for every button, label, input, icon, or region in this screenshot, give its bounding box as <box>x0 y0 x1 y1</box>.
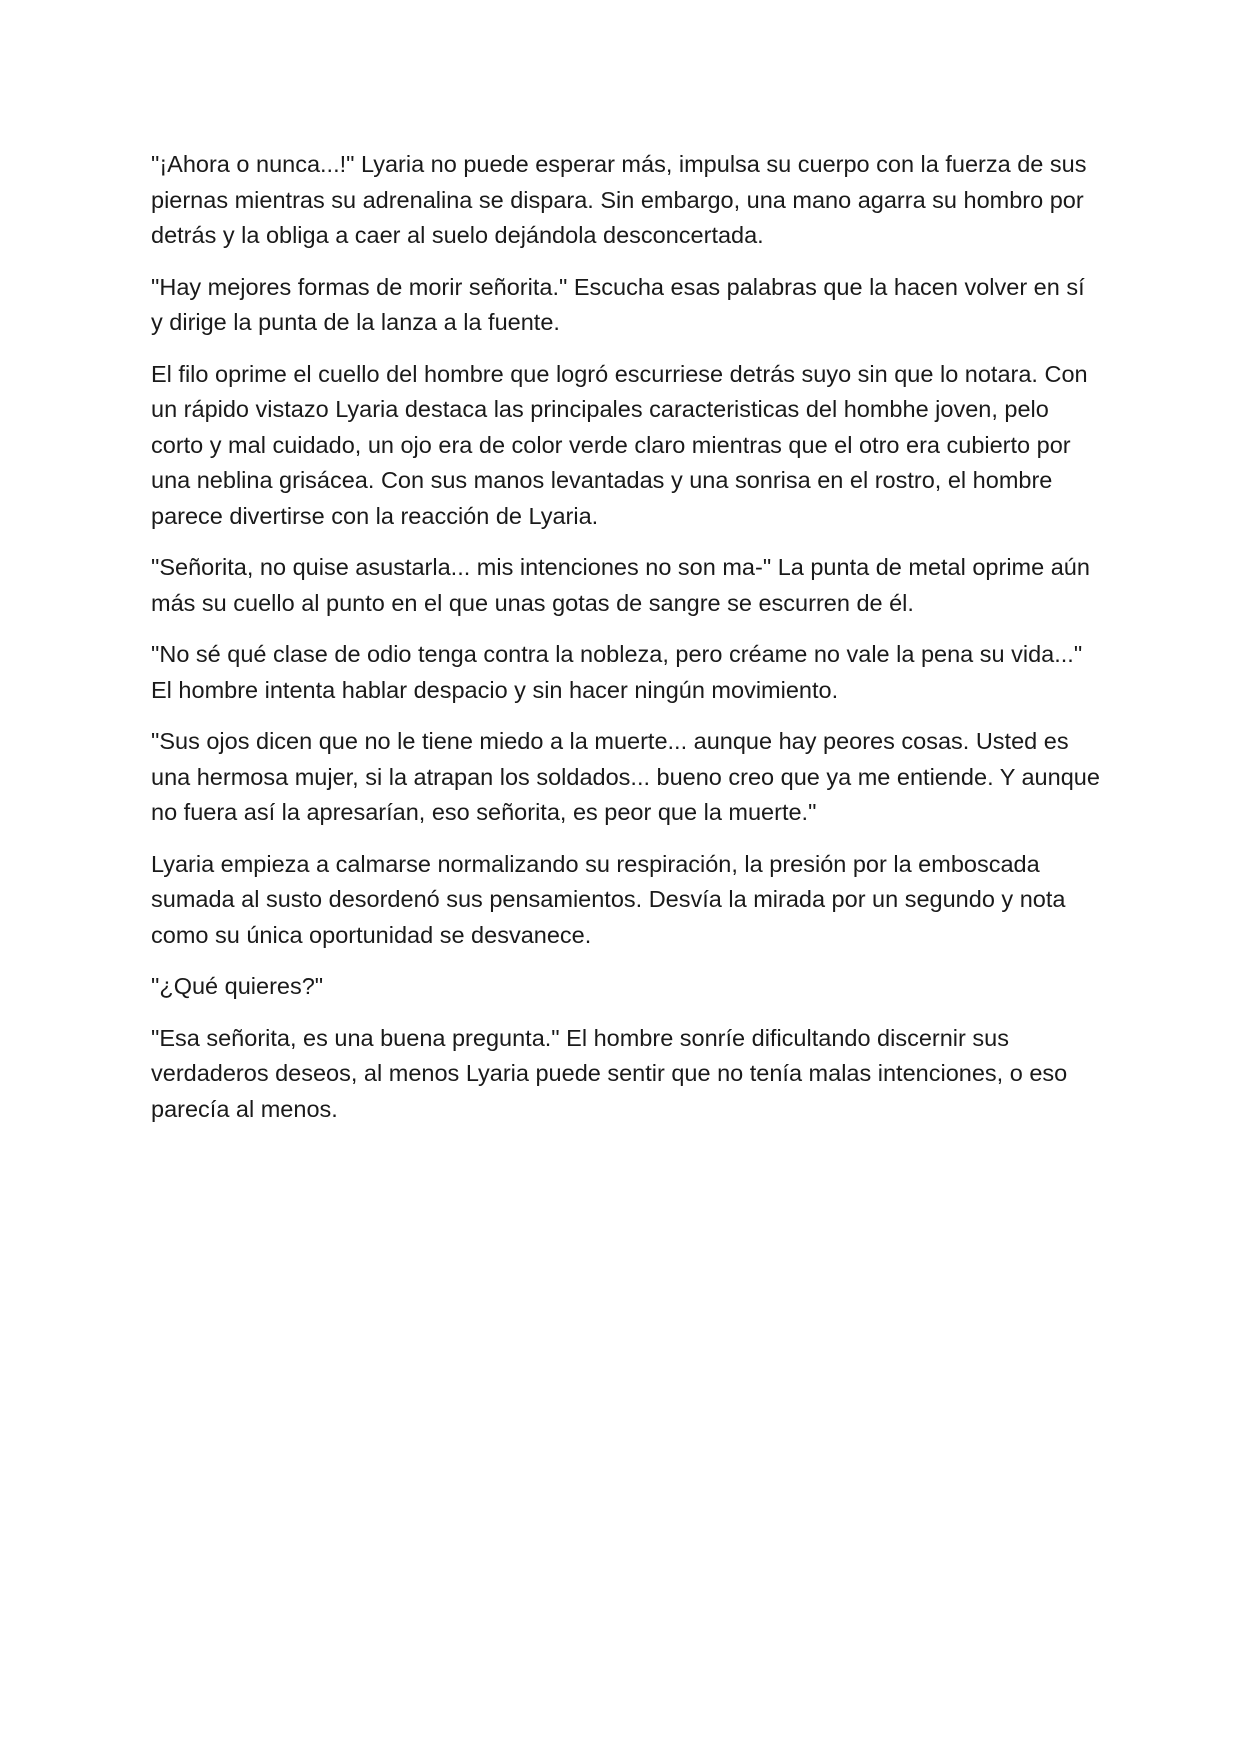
paragraph: "Señorita, no quise asustarla... mis intenciones no son ma-" La punta de metal oprime aún más su cuello al punto en el que unas gotas de sangre se escurren de él. <box>151 554 1090 616</box>
paragraph: Lyaria empieza a calmarse normalizando su respiración, la presión por la emboscada sumada al susto desordenó sus pensamientos. Desvía la mirada por un segundo y nota como su única oportunidad se desvanece. <box>151 850 1066 948</box>
paragraph: "Sus ojos dicen que no le tiene miedo a la muerte... aunque hay peores cosas. Usted es una hermosa mujer, si la atrapan los soldados... bueno creo que ya me entiende. Y aunque no fuera así la apresarían, eso señorita, es peor que la muerte." <box>151 728 1100 825</box>
paragraph: El filo oprime el cuello del hombre que logró escurriese detrás suyo sin que lo notara. Con un rápido vistazo Lyaria destaca las principales caracteristicas del hombhe joven, pelo corto y mal cuidado, un ojo era de color verde claro mientras que el otro era cubierto por una neblina grisácea. Con sus manos levantadas y una sonrisa en el rostro, el hombre parece divertirse con la reacción de Lyaria. <box>151 360 1088 529</box>
paragraph: "Esa señorita, es una buena pregunta." El hombre sonríe dificultando discernir sus verdaderos deseos, al menos Lyaria puede sentir que no tenía malas intenciones, o eso parecía al menos. <box>151 1024 1068 1122</box>
paragraph: "No sé qué clase de odio tenga contra la nobleza, pero créame no vale la pena su vida..." El hombre intenta hablar despacio y sin hacer ningún movimiento. <box>151 641 1083 703</box>
paragraph: "¿Qué quieres?" <box>151 973 324 999</box>
document-body <box>151 147 1101 1143</box>
paragraph: "Hay mejores formas de morir señorita." Escucha esas palabras que la hacen volver en sí y dirige la punta de la lanza a la fuente. <box>151 273 1085 335</box>
paragraph: "¡Ahora o nunca...!" Lyaria no puede esperar más, impulsa su cuerpo con la fuerza de sus piernas mientras su adrenalina se dispara. Sin embargo, una mano agarra su hombro por detrás y la obliga a caer al suelo dejándola desconcertada. <box>151 151 1087 248</box>
